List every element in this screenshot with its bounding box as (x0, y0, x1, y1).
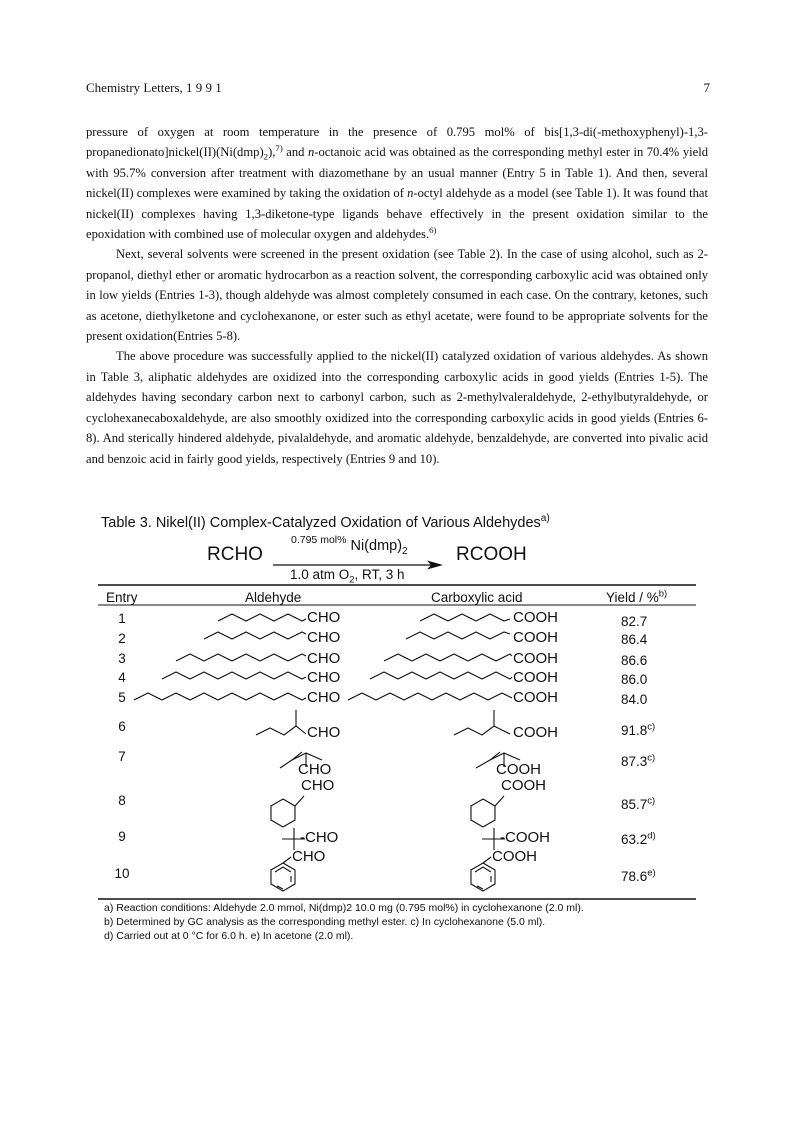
yield-value: 63.2$^{d)}$ (621, 830, 656, 847)
page-number: 7 (703, 80, 710, 95)
paragraph-1: pressure of oxygen at room temperature in the presence of 0.795 mol% of $bis[1,3-di(-methoxyphenyl)-1,3-propanedionato]nickel(II)(Ni(dmp)_2),^{7)}$ and n-octanoic acid was obtained as the corresponding methyl ester in 70.4% yield with 95.7% conversion after treatment with diazomethane by an usual manner (Entry 5 in Table 1). And then, several nickel(II) complexes were examined by taking the oxidation of n-octyl aldehyde as a model (see Table 1). It was found that nickel(II) complexes having 1,3-diketone-type ligands behave effectively in the present oxidation similar to the epoxidation with combined use of molecular oxygen and aldehydes.$^{6)}$ (86, 125, 708, 242)
aldehyde-group: CHO (307, 650, 341, 667)
yield-value: 87.3$^{c)}$ (621, 752, 656, 769)
entry-number: 6 (118, 719, 126, 734)
skeleton-acid-7 (476, 752, 500, 768)
yield-value: 78.6$^{e)}$ (621, 867, 656, 884)
aldehyde-group: CHO (292, 848, 326, 865)
aldehyde-group: CHO (307, 669, 341, 686)
header-aldehyde: Aldehyde (245, 590, 302, 605)
paragraph-2: Next, several solvents were screened in the present oxidation (see Table 2). In the case of using alcohol, such as 2-propanol, diethyl ether or aromatic hydrocarbon as a reaction solvent, the corresponding carboxylic acid was obtained only in low yields (Entries 1-3), though aldehyde was almost completely consumed in each case. On the contrary, ketones, such as acetone, diethylketone and cyclohexanone, or ester such as ethyl acetate, were found to be appropriate solvents for the present oxidation(Entries 5-8). (86, 247, 708, 344)
acid-group: COOH (492, 848, 537, 865)
chain-aldehyde-4 (162, 672, 306, 679)
acid-group: COOH (513, 689, 558, 706)
acid-group: COOH (496, 761, 541, 778)
scheme-product: RCOOH (456, 544, 527, 565)
aldehyde-group: CHO (307, 609, 341, 626)
aldehyde-group: -CHO (300, 829, 339, 846)
scheme-conditions-above: $^{0.795 mol\%}$ $Ni(dmp)_2$ (291, 534, 408, 557)
skeleton-aldehyde-7 (280, 752, 302, 768)
yield-value: 86.4 (621, 632, 648, 647)
entry-number: 7 (118, 749, 126, 764)
acid-group: COOH (513, 609, 558, 626)
cyclohexane-ring-acid (471, 799, 495, 827)
running-header (86, 80, 710, 98)
acid-group: COOH (501, 777, 546, 794)
entry-number: 8 (118, 793, 126, 808)
chain-acid-3 (384, 654, 512, 661)
scheme-conditions-below: 1.0 atm $O_2$, RT, 3 h (290, 567, 405, 586)
yield-value: 91.8$^{c)}$ (621, 721, 656, 738)
paragraph-3: The above procedure was successfully applied to the nickel(II) catalyzed oxidation of various aldehydes. As shown in Table 3, aliphatic aldehydes are oxidized into the corresponding carboxylic acids in good yields (Entries 1-5). The aldehydes having secondary carbon next to carbonyl carbon, such as 2-methylvaleraldehyde, 2-ethylbutyraldehyde, or cyclohexanecaboxaldehyde, are also smoothly oxidized into the corresponding carboxylic acids in good yields (Entries 6-8). And sterically hindered aldehyde, pivalaldehyde, and aromatic aldehyde, benzaldehyde, are converted into pivalic acid and benzoic acid in fairly good yields, respectively (Entries 9 and 10). (86, 349, 708, 466)
footnote: b) Determined by GC analysis as the corresponding methyl ester. c) In cyclohexanone (5.0 ml). (104, 916, 546, 928)
chain-acid-5 (348, 693, 512, 700)
reference-7: 7) (275, 143, 283, 154)
entry-number: 2 (118, 631, 126, 646)
chain-acid-4 (370, 672, 512, 679)
journal-name: Chemistry Letters, 1 9 9 1 (86, 80, 222, 95)
header-entry: Entry (106, 590, 138, 605)
entry-number: 4 (118, 670, 126, 685)
skeleton-acid-6 (454, 726, 510, 735)
aldehyde-group: CHO (298, 761, 332, 778)
entry-number: 1 (118, 611, 126, 626)
footnote: a) Reaction conditions: Aldehyde 2.0 mmol, Ni(dmp)2 10.0 mg (0.795 mol%) in cyclohexanone (2.0 ml). (104, 902, 584, 914)
aldehyde-group: CHO (307, 629, 341, 646)
acid-group: COOH (513, 629, 558, 646)
aldehyde-group: CHO (301, 777, 335, 794)
yield-value: 86.0 (621, 672, 648, 687)
aldehyde-group: CHO (307, 724, 341, 741)
chain-aldehyde-2 (204, 632, 306, 639)
yield-value: 85.7$^{c)}$ (621, 795, 656, 812)
yield-value: 86.6 (621, 653, 648, 668)
footnote: d) Carried out at 0 °C for 6.0 h. e) In acetone (2.0 ml). (104, 930, 354, 942)
entry-number: 10 (114, 866, 130, 881)
chain-aldehyde-5 (134, 693, 306, 700)
benzene-ring-acid (471, 863, 495, 891)
aldehyde-group: CHO (307, 689, 341, 706)
chain-aldehyde-1 (218, 614, 306, 621)
scheme-reactant: RCHO (207, 544, 263, 565)
header-yield: Yield / %$^{b)}$ (606, 588, 668, 605)
acid-group: COOH (513, 669, 558, 686)
table-caption: Table 3. Nikel(II) Complex-Catalyzed Oxidation of Various Aldehydes$^{a)}$ (101, 513, 550, 531)
yield-value: 84.0 (621, 692, 648, 707)
chain-acid-1 (420, 614, 510, 621)
acid-group: COOH (513, 650, 558, 667)
entry-number: 5 (118, 690, 126, 705)
entry-number: 3 (118, 651, 126, 666)
skeleton-aldehyde-6 (256, 726, 306, 735)
benzene-ring-aldehyde (271, 863, 295, 891)
acid-group: COOH (513, 724, 558, 741)
entry-number: 9 (118, 829, 126, 844)
acid-group: -COOH (500, 829, 550, 846)
body-text (86, 122, 708, 469)
chain-acid-2 (406, 632, 510, 639)
cyclohexane-ring-aldehyde (271, 799, 295, 827)
reference-6: 6) (429, 224, 437, 235)
yield-value: 82.7 (621, 614, 648, 629)
header-carboxylic-acid: Carboxylic acid (431, 590, 523, 605)
chain-aldehyde-3 (176, 654, 306, 661)
